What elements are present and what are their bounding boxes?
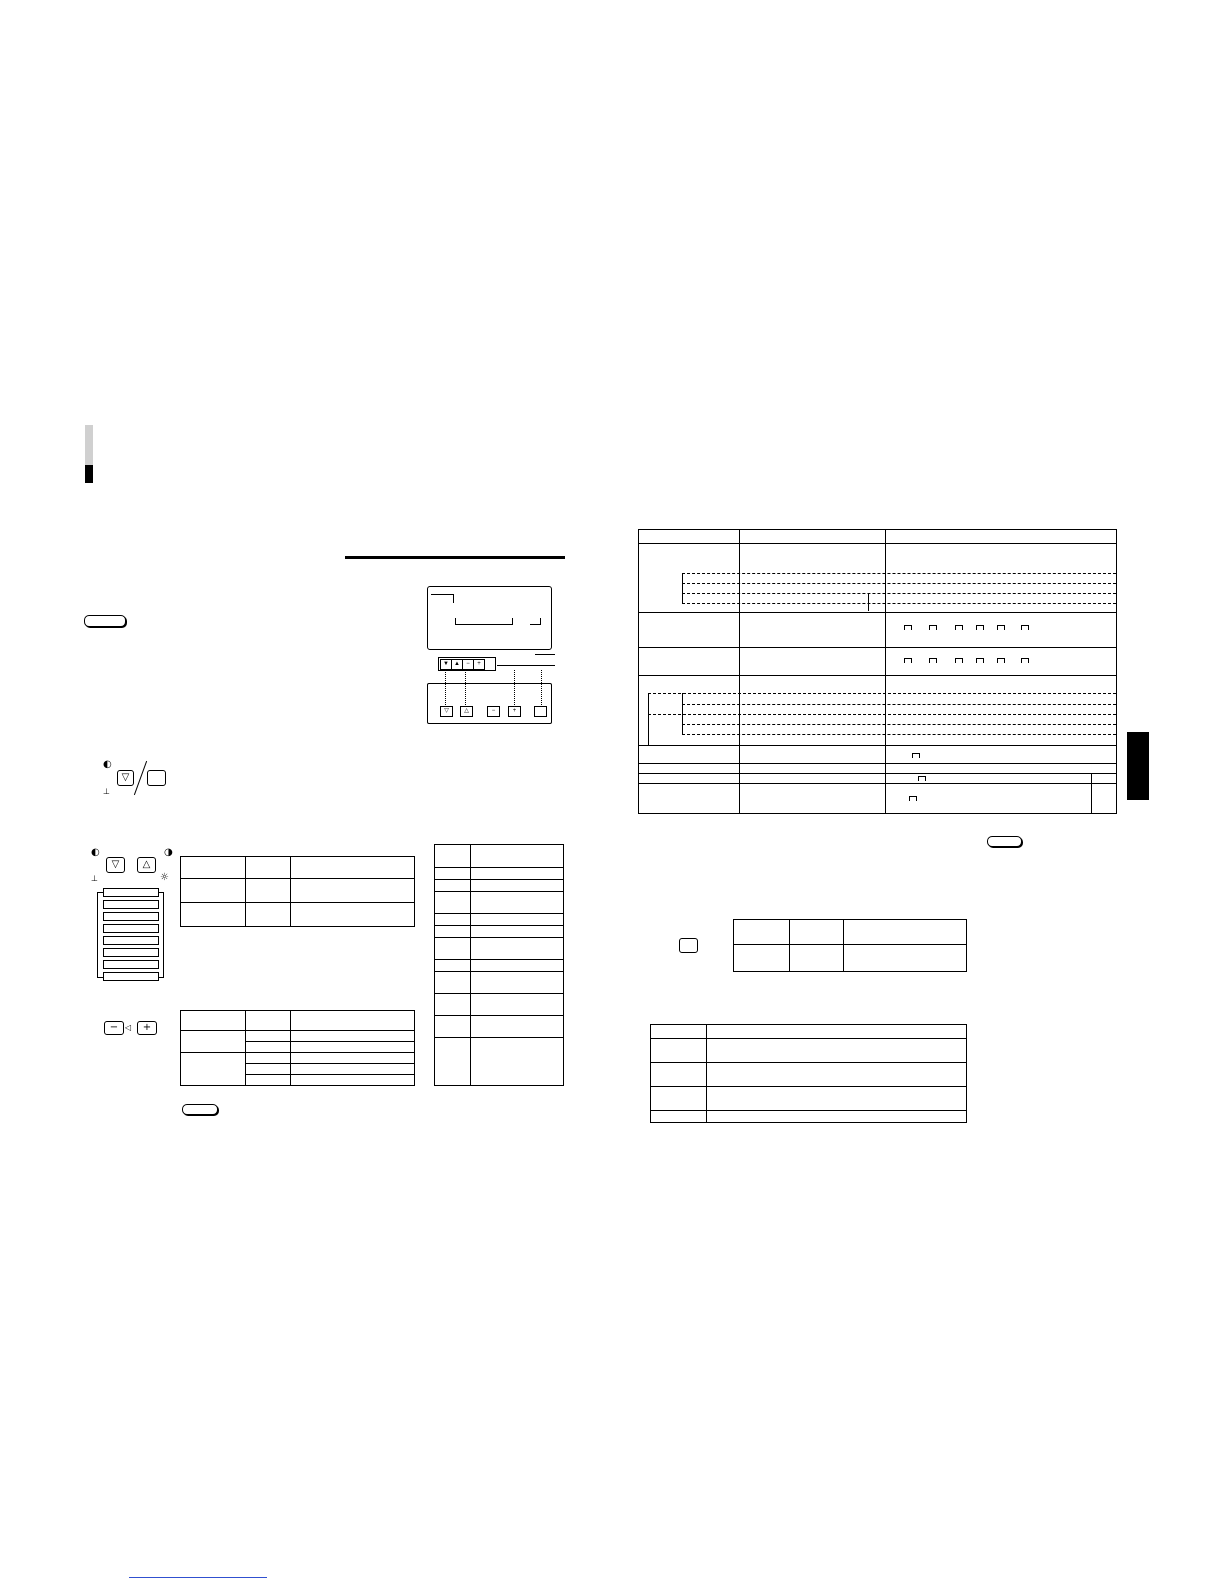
brightness-icon: ◑ [164, 847, 173, 858]
settings-table-2 [434, 844, 564, 1086]
up-button[interactable]: △ [137, 857, 156, 873]
panel-plus-button[interactable]: + [508, 706, 521, 717]
contrast-icon: ◐ [103, 759, 112, 770]
section-index-tab [1127, 732, 1149, 800]
osd-down-icon: ▼ [440, 659, 452, 670]
speaker-icon: ⊥ [91, 874, 98, 883]
callout-hook [447, 594, 454, 603]
volume-icon: ◁ [125, 1023, 132, 1032]
plus-button[interactable]: + [137, 1021, 157, 1035]
ladder-item [103, 900, 159, 909]
settings-table-5 [650, 1024, 967, 1123]
footer-link-underline[interactable] [129, 1577, 267, 1578]
note-label [182, 1104, 218, 1115]
callout-line-right-1 [535, 654, 555, 655]
control-panel [427, 683, 552, 724]
heading-rule [345, 556, 565, 559]
osd-up-icon: ▲ [451, 659, 463, 670]
bracket-bottom [455, 618, 513, 625]
down-button[interactable]: ▽ [117, 770, 134, 786]
bracket-right [530, 618, 541, 625]
section-bar-black [85, 465, 93, 483]
note-label [84, 615, 126, 627]
select-button[interactable] [679, 938, 698, 953]
minus-button[interactable]: − [104, 1021, 124, 1035]
ladder-item [103, 924, 159, 933]
menu-button[interactable] [147, 770, 166, 786]
main-spec-table [638, 529, 1117, 814]
sun-icon: ☼ [160, 872, 169, 883]
osd-minus-icon: − [462, 659, 474, 670]
contrast-icon: ◐ [91, 847, 100, 858]
slash-divider [134, 761, 147, 795]
ladder-item [103, 960, 159, 969]
ladder-item [103, 888, 159, 897]
note-label [987, 836, 1022, 847]
settings-table-4 [733, 919, 967, 972]
down-button[interactable]: ▽ [106, 857, 125, 873]
speaker-icon: ⊥ [103, 787, 110, 796]
callout-line-right-2 [497, 665, 555, 666]
settings-table-3 [180, 1010, 415, 1086]
ladder-item [103, 912, 159, 921]
panel-up-button[interactable]: △ [460, 706, 473, 717]
settings-table-1 [180, 856, 415, 927]
ladder-item [103, 948, 159, 957]
section-bar-grey [85, 425, 93, 465]
osd-plus-icon: + [473, 659, 485, 670]
panel-down-button[interactable]: ▽ [440, 706, 453, 717]
ladder-item [103, 936, 159, 945]
panel-minus-button[interactable]: − [487, 706, 500, 717]
panel-menu-button[interactable] [534, 706, 547, 717]
ladder-item [103, 972, 159, 981]
